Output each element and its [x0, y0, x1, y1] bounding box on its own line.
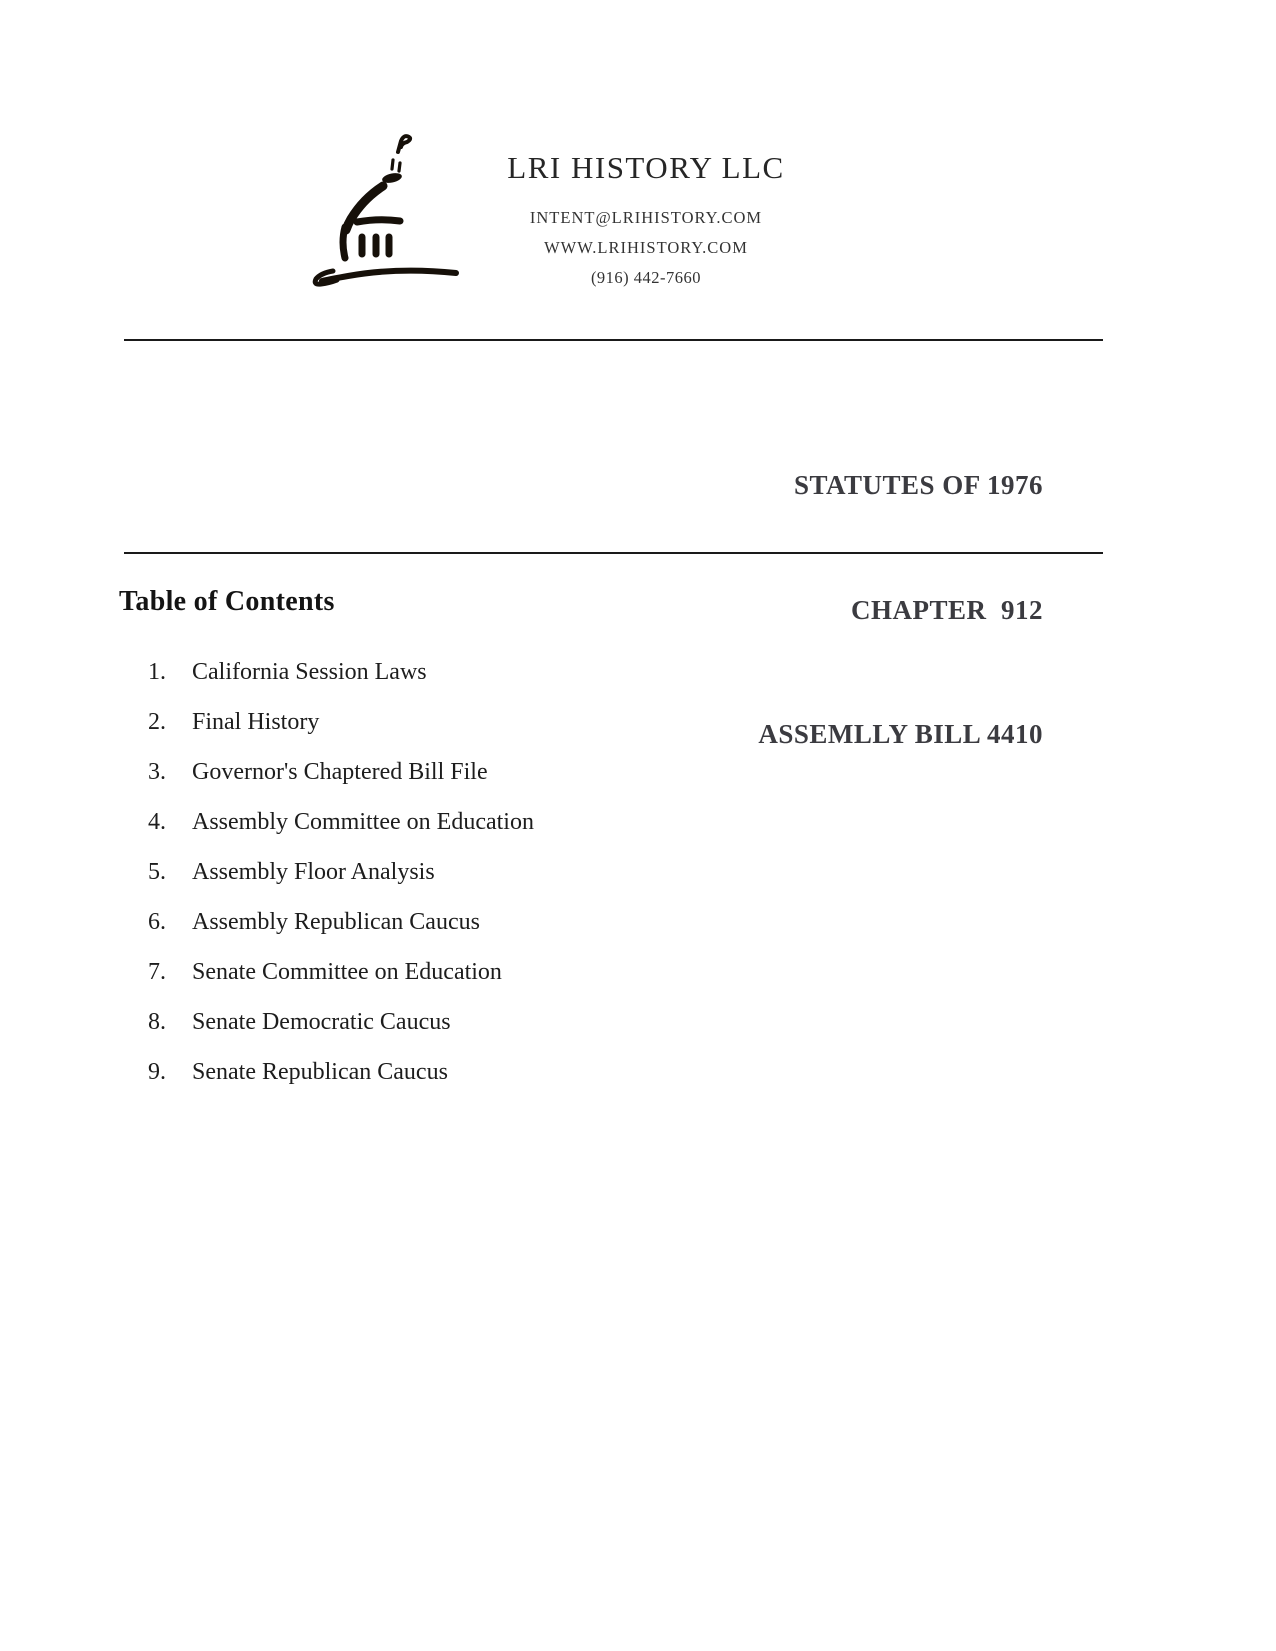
statute-line-chapter: CHAPTER 912	[850, 594, 1043, 625]
toc-item-number: 2.	[148, 708, 166, 735]
toc-item	[148, 897, 534, 947]
toc-heading: Table of Contents	[119, 586, 335, 617]
company-name: LRI HISTORY LLC	[507, 150, 785, 185]
toc-item-number: 1.	[148, 658, 166, 685]
toc-item-label: Final History	[192, 708, 320, 735]
toc-item-number: 9.	[148, 1058, 166, 1085]
toc-item-number: 6.	[148, 908, 166, 935]
toc-item-number: 4.	[148, 808, 166, 835]
toc-item-label: Assembly Committee on Education	[192, 808, 534, 835]
toc-item-number: 7.	[148, 958, 166, 985]
toc-item-number: 8.	[148, 1008, 166, 1035]
statute-line-bill: ASSEMLLY BILL 4410	[758, 719, 1043, 749]
toc-item-label: Senate Republican Caucus	[192, 1058, 448, 1085]
toc-item-label: Senate Committee on Education	[192, 958, 502, 985]
toc-item	[148, 647, 534, 697]
toc-item-number: 3.	[148, 758, 166, 785]
toc-item	[148, 1047, 534, 1097]
toc-item	[148, 997, 534, 1047]
company-phone: (916) 442-7660	[590, 268, 702, 287]
toc-item	[148, 797, 534, 847]
toc-item-label: Assembly Republican Caucus	[192, 908, 480, 935]
toc-item-label: Governor's Chaptered Bill File	[192, 758, 488, 785]
toc-item-label: California Session Laws	[192, 658, 427, 685]
top-divider-line	[124, 339, 1103, 341]
toc-item-label: Assembly Floor Analysis	[192, 858, 435, 885]
company-email: INTENT@LRIHISTORY.COM	[529, 208, 763, 227]
toc-item	[148, 747, 534, 797]
toc-item-number: 5.	[148, 858, 166, 885]
toc-list	[148, 647, 534, 1097]
statute-line-statutes: STATUTES OF 1976	[793, 470, 1043, 500]
header	[396, 149, 896, 293]
toc-item-label: Senate Democratic Caucus	[192, 1008, 451, 1035]
toc-item	[148, 847, 534, 897]
toc-item	[148, 947, 534, 997]
company-website: WWW.LRIHISTORY.COM	[544, 238, 748, 257]
toc-item	[148, 697, 534, 747]
statute-title-block	[758, 382, 1043, 839]
